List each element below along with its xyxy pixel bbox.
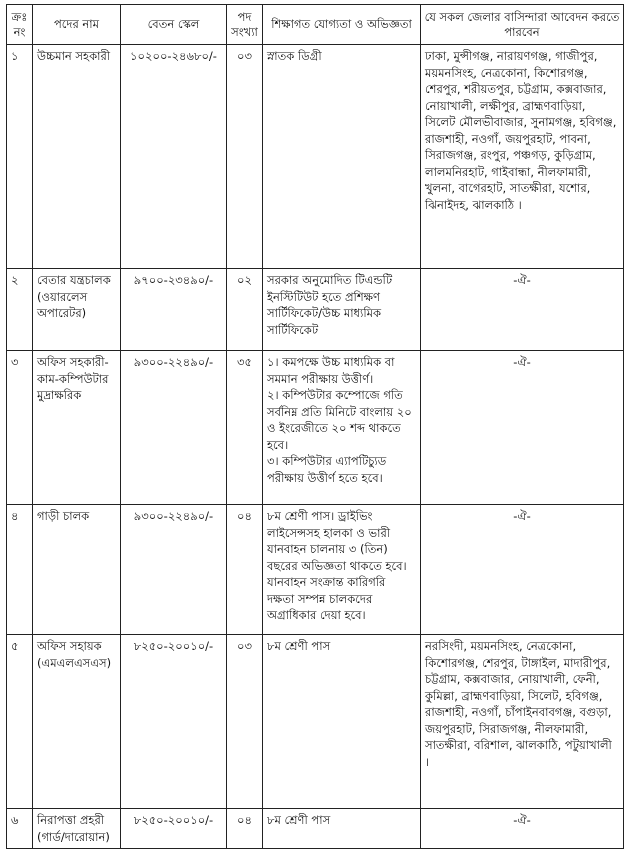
posts-count-cell: ০৪ — [227, 505, 263, 635]
header-row — [7, 5, 624, 45]
districts-cell: নরসিংদী, ময়মনসিংহ, নেত্রকোনা, কিশোরগঞ্জ, শেরপুর, টাঙ্গাইল, মাদারীপুর, চট্টগ্রাম, কক্সবাজার, নোয়াখালী, ফেনী, কুমিল্লা, ব্রাহ্মণবাড়িয়া, সিলেট, হবিগঞ্জ, রাজশাহী, নওগাঁ, চাঁপাইনবাবগঞ্জ, বগুড়া, জয়পুরহাট, সিরাজগঞ্জ, নীলফামারী, সাতক্ষীরা, বরিশাল, ঝালকাঠি, পটুয়াখালী । — [421, 635, 624, 809]
serial-cell: ৩ — [7, 351, 33, 505]
qualification-text: স্নাতক ডিগ্রী — [267, 49, 322, 63]
table-row — [7, 635, 624, 809]
posts-count-cell: ০৩ — [227, 635, 263, 809]
qualification-text: সরকার অনুমোদিত টিএন্ডটি ইনস্টিটিউট হতে প্রশিক্ষণ সার্টিফিকেট/উচ্চ মাধ্যমিক সার্টিফিকেট — [267, 273, 393, 337]
districts-cell: ঢাকা, মুন্সীগঞ্জ, নারায়ণগঞ্জ, গাজীপুর, ময়মনসিংহ, নেত্রকোনা, কিশোরগঞ্জ, শেরপুর, শরীয়তপুর, চট্টগ্রাম, কক্সবাজার, নোয়াখালী, লক্ষীপুর, ব্রাহ্মণবাড়িয়া, সিলেট মৌলভীবাজার, সুনামগঞ্জ, হবিগঞ্জ, রাজশাহী, নওগাঁ, জয়পুরহাট, পাবনা, সিরাজগঞ্জ, রংপুর, পঞ্চগড়, কুড়িগ্রাম, লালমনিরহাট, গাইবান্ধা, নীলফামারী, খুলনা, বাগেরহাট, সাতক্ষীরা, যশোর, ঝিনাইদহ, ঝালকাঠি । — [421, 45, 624, 269]
post-name-cell: অফিস সহকারী-কাম-কম্পিউটার মুদ্রাক্ষরিক — [33, 351, 121, 505]
header-posts-count: পদ সংখ্যা — [227, 5, 263, 45]
districts-cell: -ঐ- — [421, 351, 624, 505]
posts-count-cell: ০২ — [227, 269, 263, 351]
table-row — [7, 351, 624, 505]
post-name-cell: উচ্চমান সহকারী — [33, 45, 121, 269]
qualification-cell — [263, 45, 421, 269]
post-name-cell: অফিস সহায়ক (এমএলএসএস) — [33, 635, 121, 809]
header-pay-scale: বেতন স্কেল — [121, 5, 227, 45]
districts-cell: -ঐ- — [421, 505, 624, 635]
job-circular-table — [6, 4, 624, 849]
posts-count-cell: ৩৫ — [227, 351, 263, 505]
qualification-text: ৮ম শ্রেণী পাস। ড্রাইভিং লাইসেন্সসহ হালকা ও ভারী যানবাহন চালনায় ৩ (তিন) বছরের অভিজ্ঞতা থাকতে হবে। যানবাহন সংক্রান্ত কারিগরি দক্ষতা সম্পন্ন চালকদের অগ্রাধিকার দেয়া হবে। — [267, 509, 407, 622]
serial-cell: ৫ — [7, 635, 33, 809]
serial-cell: ৬ — [7, 809, 33, 849]
post-name-cell: গাড়ী চালক — [33, 505, 121, 635]
pay-scale-cell: ৮২৫০-২০০১০/- — [121, 635, 227, 809]
districts-cell: -ঐ- — [421, 809, 624, 849]
pay-scale-cell: ৮২৫০-২০০১০/- — [121, 809, 227, 849]
header-districts: যে সকল জেলার বাসিন্দারা আবেদন করতে পারবেন — [421, 5, 624, 45]
header-qualification: শিক্ষাগত যোগ্যতা ও অভিজ্ঞতা — [263, 5, 421, 45]
table-row — [7, 269, 624, 351]
post-name-cell: নিরাপত্তা প্রহরী (গার্ড/দারোয়ান) — [33, 809, 121, 849]
table-row — [7, 505, 624, 635]
header-serial: ক্রঃ নং — [7, 5, 33, 45]
pay-scale-cell: ৯৭০০-২৩৪৯০/- — [121, 269, 227, 351]
pay-scale-cell: ৯৩০০-২২৪৯০/- — [121, 351, 227, 505]
qualification-cell — [263, 351, 421, 505]
qualification-cell — [263, 269, 421, 351]
posts-count-cell: ০৪ — [227, 809, 263, 849]
pay-scale-cell: ১০২০০-২৪৬৮০/- — [121, 45, 227, 269]
qualification-point: ৩। কম্পিউটার এ্যাপটিচ্যুড পরীক্ষায় উত্তীর্ণ হতে হবে। — [267, 454, 387, 485]
qualification-cell — [263, 635, 421, 809]
qualification-point: ২। কম্পিউটার কম্পোজে গতি সর্বনিম্ন প্রতি মিনিটে বাংলায় ২০ ও ইংরেজীতে ২০ শব্দ থাকতে হবে। — [267, 388, 412, 452]
qualification-point: ১। কমপক্ষে উচ্চ মাধ্যমিক বা সমমান পরীক্ষায় উত্তীর্ণ। — [267, 355, 395, 386]
districts-cell: -ঐ- — [421, 269, 624, 351]
qualification-text: ৮ম শ্রেণী পাস — [267, 813, 331, 827]
serial-cell: ৪ — [7, 505, 33, 635]
table-row — [7, 45, 624, 269]
posts-count-cell: ০৩ — [227, 45, 263, 269]
post-name-cell: বেতার যন্ত্রচালক (ওয়ারলেস অপারেটর) — [33, 269, 121, 351]
pay-scale-cell: ৯৩০০-২২৪৯০/- — [121, 505, 227, 635]
qualification-cell — [263, 505, 421, 635]
serial-cell: ২ — [7, 269, 33, 351]
header-post-name: পদের নাম — [33, 5, 121, 45]
qualification-cell — [263, 809, 421, 849]
table-row — [7, 809, 624, 849]
serial-cell: ১ — [7, 45, 33, 269]
qualification-text: ৮ম শ্রেণী পাস — [267, 639, 331, 653]
